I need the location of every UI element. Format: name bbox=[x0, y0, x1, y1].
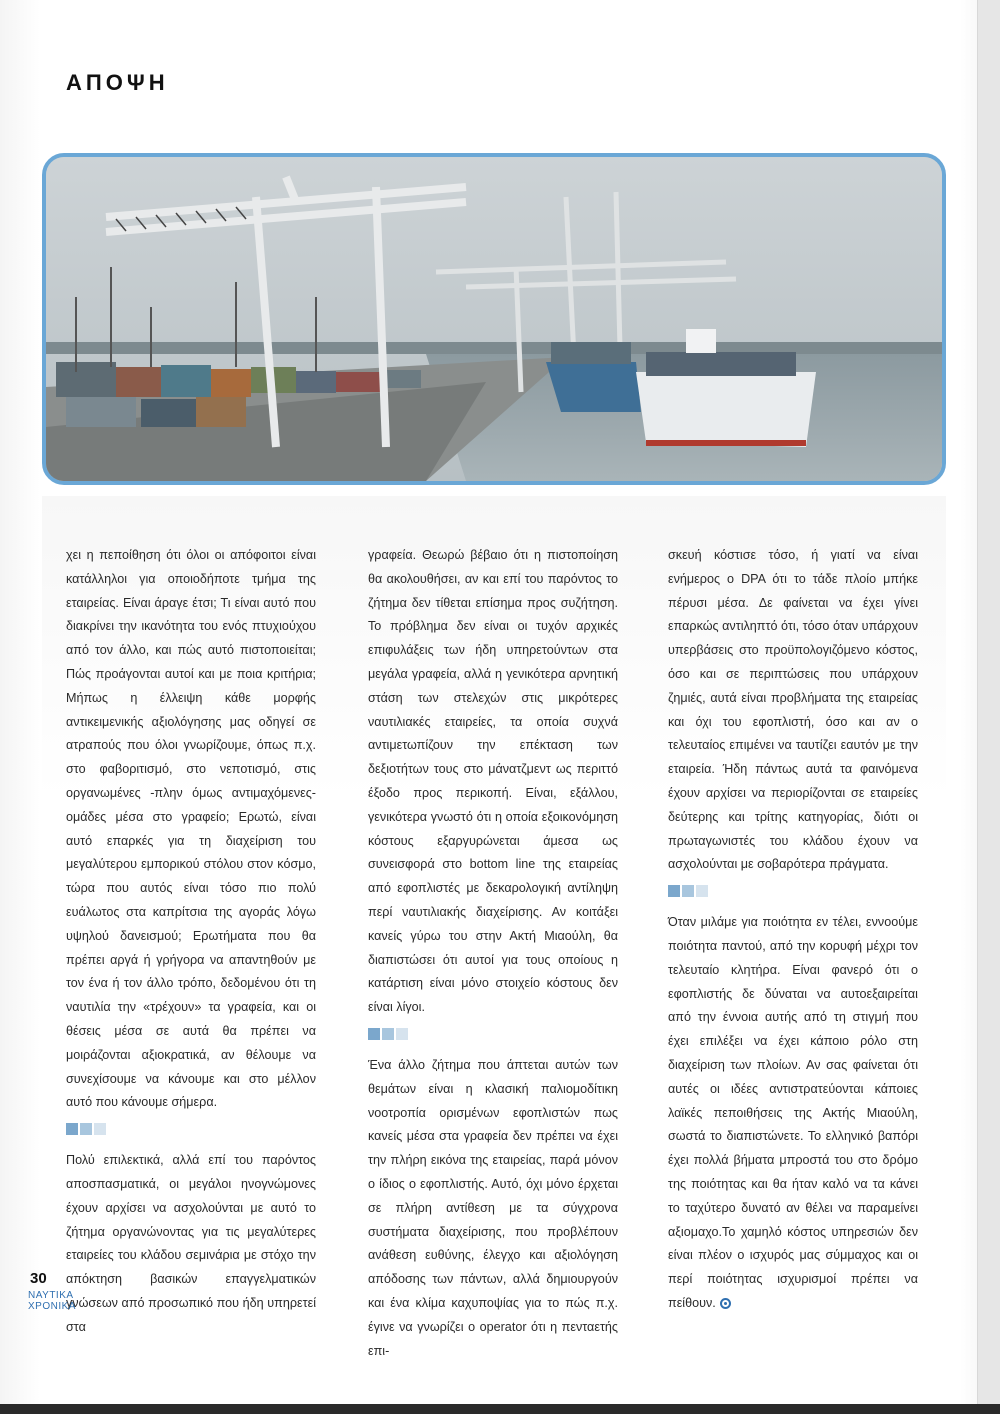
page-number: 30 bbox=[30, 1270, 47, 1287]
text-column-2 bbox=[368, 544, 618, 1363]
section-title: ΑΠΟΨΗ bbox=[66, 70, 169, 95]
end-of-article-icon bbox=[720, 1298, 731, 1309]
paragraph: χει η πεποίθηση ότι όλοι οι απόφοιτοι είναι κατάλληλοι για οποιοδήποτε τμήμα της εταιρείας. Είναι άραγε έτσι; Τι είναι αυτό που διακρίνει την ικανότητα του ενός πτυχιούχου από τον άλλο, και πώς αυτό πιστοποιείται; Πώς προάγονται αυτοί και με ποια κριτήρια; Μήπως η έλλειψη κάθε μορφής αντικειμενικής αξιολόγησης μας οδηγεί σε ατραπούς που όλοι γνωρίζουμε, όπως π.χ. στο φαβοριτισμό, στο νεποτισμό, στις οργανωμένες -πλην όμως αντιμαχόμενες- ομάδες μέσα στο γραφείο; Ερωτώ, είναι αυτό επαρκές για τη διαχείριση του μεγαλύτερου εμπορικού στόλου στον κόσμο, τώρα που αυτός είναι τόσο πιο πολύ ευάλωτος στα καπρίτσια της αγοράς λόγω υψηλού δανεισμού; Ερωτήματα που θα πρέπει αργά ή γρήγορα να απαντηθούν με τον ένα ή τον άλλο τρόπο, δεδομένου ότι τη ναυτιλία την «τρέχουν» τα γραφεία, και οι θέσεις μέσα σε αυτά θα πρέπει να μοιράζονται αξιοκρατικά, αν θέλουμε να συνεχίσουμε να κάνουμε και στο μέλλον αυτό που κάνουμε σήμερα. bbox=[66, 548, 316, 1110]
white-container-ship bbox=[636, 372, 816, 447]
section-separator bbox=[66, 1123, 316, 1137]
section-separator bbox=[368, 1028, 618, 1042]
paragraph: Πολύ επιλεκτικά, αλλά επί του παρόντος αποσπασματικά, οι μεγάλοι ηνογνώμονες έχουν αρχίσει να ασχολούνται με αυτό το ζήτημα οργανώνοντας για τις μεγαλύτερες εταιρείες του κλάδου σεμινάρια με στόχο την απόκτηση βασικών επαγγελματικών γνώσεων από προσωπικό που ήδη υπηρετεί στα bbox=[66, 1153, 316, 1334]
paragraph: σκευή κόστισε τόσο, ή γιατί να είναι ενήμερος ο DPA ότι το τάδε πλοίο μπήκε πέρυσι μέσα. Δε φαίνεται να έχει γίνει επαρκώς αντιληπτό ότι, τόσο όταν υπάρχουν υπερβάσεις στο προϋπολογιζόμενο κόστος, όσο και σε περιπτώσεις που υπάρχουν ζημιές, αυτά είναι προβλήματα της εταιρείας και όχι του εφοπλιστή, όσο και αν ο τελευταίος επιμένει να ταυτίζει εαυτόν με την εταιρεία. Ήδη πάντως αυτά τα φαινόμενα έχουν αρχίσει να περιορίζονται σε εταιρείες δεύτερης και τρίτης κατηγορίας, διότι οι πρωταγωνιστές του κλάδου έχουν να ασχολούνται με σοβαρότερα πράγματα. bbox=[668, 548, 918, 872]
paragraph: Ένα άλλο ζήτημα που άπτεται αυτών των θεμάτων είναι η κλασική παλιομοδίτικη νοοτροπία ορισμένων εφοπλιστών πως κανείς μέσα στα γραφεία δεν πρέπει να έχει την πλήρη εικόνα της εταιρείας, παρά μόνον ο ίδιος ο εφοπλιστής. Αυτό, όχι μόνο έρχεται σε πλήρη αντίθεση με τα σύγχρονα συστήματα διαχείρισης, που προβλέπουν ανάθεση ευθύνης, έλεγχο και αξιολόγηση απόδοσης των πάντων, αλλά δημιουργούν και ένα κλίμα καχυποψίας για το πώς π.χ. έγινε να γνωρίζει ο operator ότι η πενταετής επι- bbox=[368, 1057, 618, 1358]
magazine-name bbox=[28, 1290, 76, 1312]
page-bottom-strip bbox=[0, 1404, 1000, 1414]
page-edge bbox=[977, 0, 1000, 1414]
blue-container-ship bbox=[546, 362, 641, 412]
magazine-name-line1: ΝΑΥΤΙΚΑ bbox=[28, 1290, 74, 1301]
paragraph-with-endmark bbox=[668, 911, 918, 1316]
section-separator bbox=[668, 885, 918, 899]
text-column-1 bbox=[66, 544, 316, 1340]
magazine-name-line2: ΧΡΟΝΙΚΑ bbox=[28, 1301, 76, 1312]
port-photo-illustration bbox=[46, 157, 942, 481]
paragraph: Όταν μιλάμε για ποιότητα εν τέλει, εννοούμε ποιότητα παντού, από την κορυφή μέχρι τον τελευταίο κλητήρα. Είναι φανερό ότι ο εφοπλιστής δε δύναται να αυτοεξαιρείται από την έννοια αυτής από τη στιγμή που έχει επιλέξει να έχει κάποιο ρόλο στη διαχείριση των πλοίων. Αν σας φαίνεται ότι αυτές οι ιδέες αντιστρατεύονται κάποιες λαϊκές πεποιθήσεις της Ακτής Μιαούλη, σωστά το διαπιστώνετε. Το ελληνικό βαπόρι έχει πολλά βήματα μπροστά του στο δρόμο της ποιότητας και θα ήταν καλό να τα κάνει το ταχύτερο δυνατό αν θέλει να παραμείνει αξιομαχο.Το χαμηλό κόστος υπηρεσιών δεν είναι πλέον ο ισχυρός μας σύμμαχος και οι περί ποιότητας ισχυρισμοί πρέπει να πείθουν. bbox=[668, 915, 918, 1310]
article-photo bbox=[42, 153, 946, 485]
text-column-3 bbox=[668, 544, 918, 1316]
paragraph: γραφεία. Θεωρώ βέβαιο ότι η πιστοποίηση θα ακολουθήσει, αν και επί του παρόντος το ζήτημα δεν τίθεται επίσημα προς συζήτηση. Το πρόβλημα δεν είναι οι τυχόν αρχικές επιφυλάξεις των ήδη υπηρετούντων στα μεγάλα γραφεία, αλλά η γενικότερα αρνητική στάση των στελεχών στις μικρότερες ναυτιλιακές εταιρείες, τα οποία συχνά αντιμετωπίζουν την επέκταση των δεξιοτήτων τους στο μάνατζμεντ ως περιττό έξοδο προς περικοπή. Είναι, εξάλλου, γενικότερα γνωστό ότι η οποία εξοικονόμηση κόστους εξαργυρώνεται άμεσα ως συνεισφορά στο bottom line της εταιρείας από εφοπλιστές με δεκαρολογική αντίληψη περί ναυτιλιακής διαχείρισης. Αν κοιτάξει κανείς γύρω του στην Ακτή Μιαούλη, θα διαπιστώσει ότι αυτοί για τους οποίους η κατάρτιση είναι μόνο στοιχείο κόστους δεν είναι λίγοι. bbox=[368, 548, 618, 1015]
